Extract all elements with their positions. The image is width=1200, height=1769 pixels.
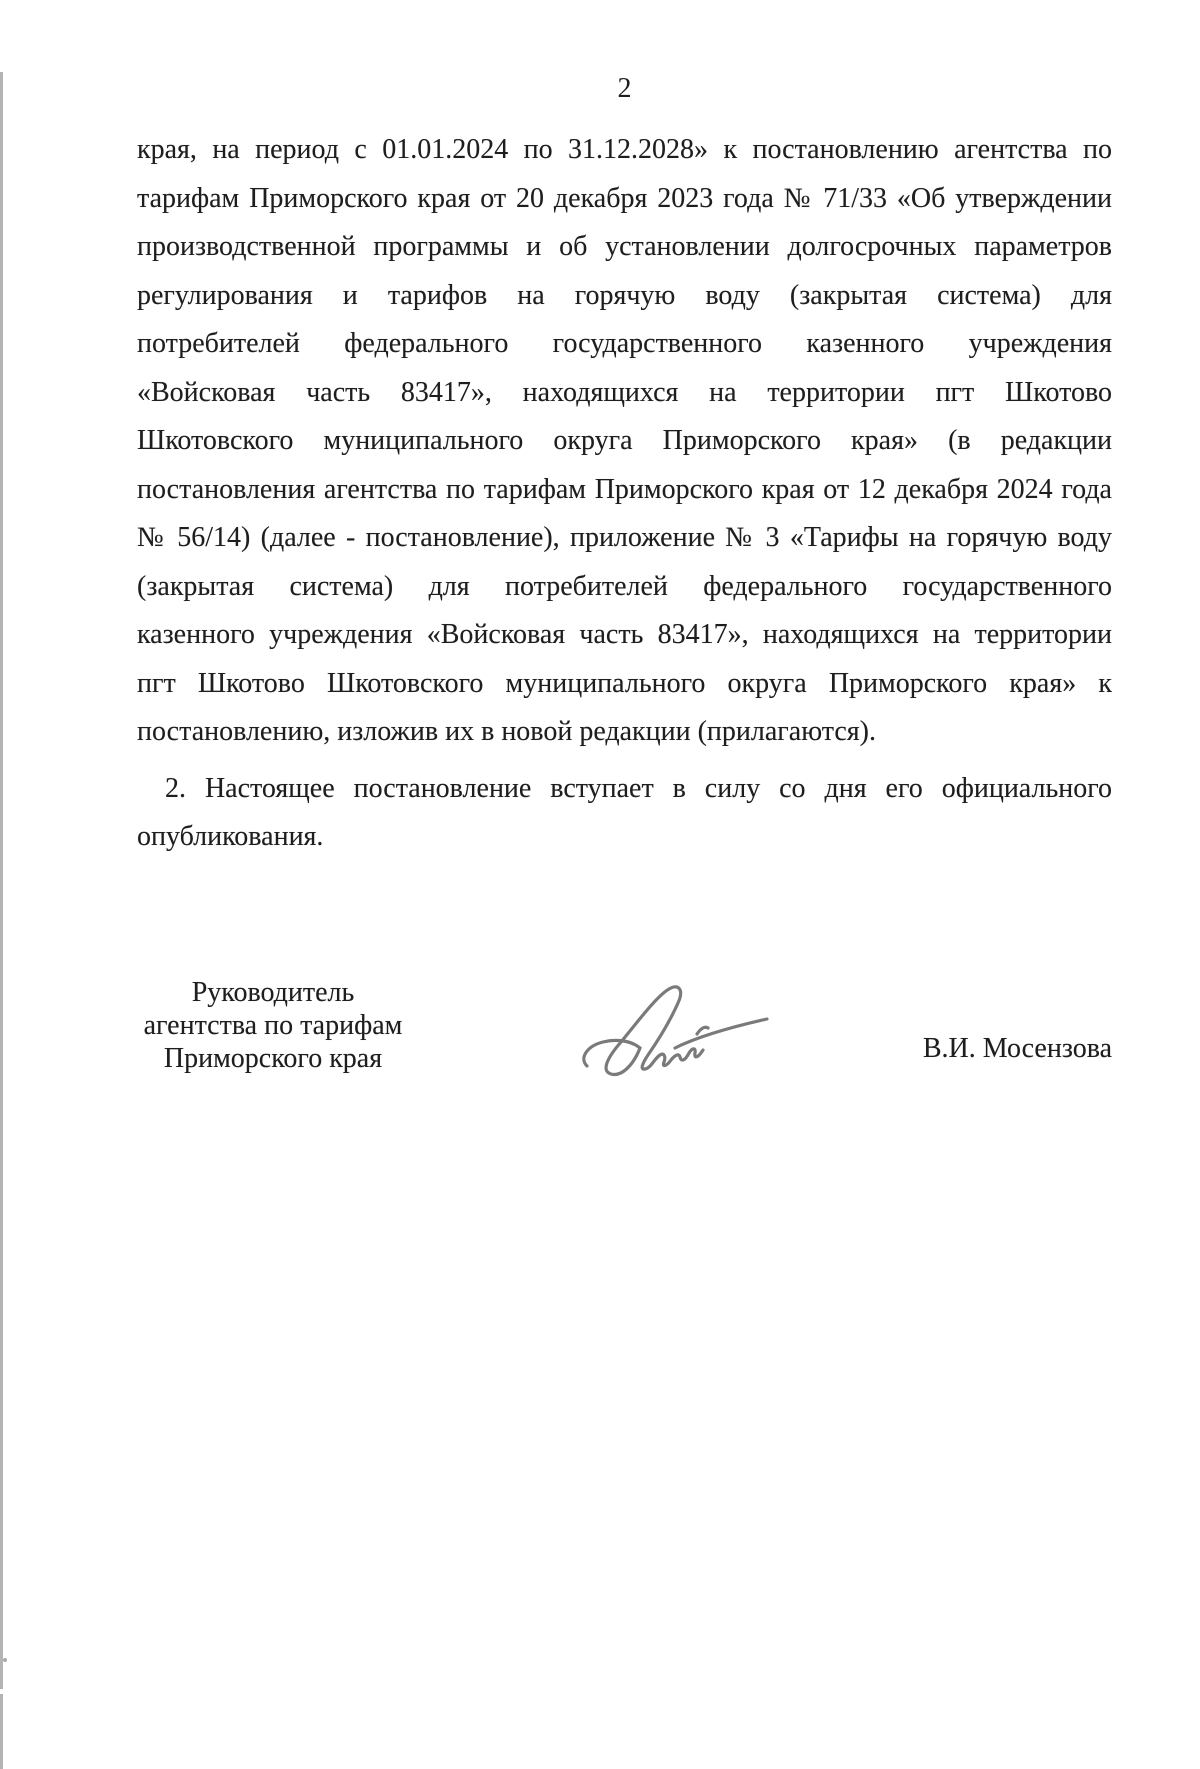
body-line: казенного учреждения «Войсковая часть 83417», находящихся на территории: [137, 619, 1112, 650]
body-line: пгт Шкотово Шкотовского муниципального округа Приморского края» к: [137, 667, 1112, 699]
signatory-title-line: Руководитель: [191, 976, 355, 1008]
body-line: 2. Настоящее постановление вступает в силу со дня его официального: [165, 772, 1112, 804]
handwritten-signature-icon: [577, 984, 772, 1080]
body-line: № 56/14) (далее - постановление), приложение № 3 «Тарифы на горячую воду: [137, 522, 1112, 553]
body-line: производственной программы и об установлении долгосрочных параметров: [137, 231, 1112, 262]
body-line: потребителей федерального государственного казенного учреждения: [137, 328, 1112, 359]
signatory-name: В.И. Мосензова: [922, 1032, 1112, 1064]
page-number: 2: [617, 73, 632, 104]
scan-edge-artifact: [0, 72, 3, 1689]
signature-block: [137, 976, 1112, 1106]
body-line: «Войсковая часть 83417», находящихся на территории пгт Шкотово: [137, 376, 1112, 408]
paragraph-continued: [137, 126, 1112, 757]
body-line: регулирования и тарифов на горячую воду (закрытая система) для: [137, 279, 1112, 311]
body-line: края, на период с 01.01.2024 по 31.12.2028» к постановлению агентства по: [137, 134, 1112, 165]
body-line: Шкотовского муниципального округа Приморского края» (в редакции: [137, 425, 1112, 456]
document-page: [0, 72, 1200, 1769]
signatory-title-line: Приморского края: [163, 1042, 383, 1074]
signatory-title-line: агентства по тарифам: [143, 1009, 403, 1041]
document-body: [137, 126, 1112, 862]
body-line: опубликования.: [137, 821, 324, 852]
paragraph-2: [137, 765, 1112, 862]
body-line: тарифам Приморского края от 20 декабря 2023 года № 71/33 «Об утверждении: [137, 182, 1112, 214]
body-line: постановления агентства по тарифам Приморского края от 12 декабря 2024 года: [137, 473, 1112, 505]
signatory-title: [137, 976, 409, 1075]
scan-speck: [3, 1658, 7, 1662]
body-line: постановлению, изложив их в новой редакции (прилагаются).: [137, 716, 876, 747]
scan-edge-artifact: [0, 1694, 3, 1769]
body-line: (закрытая система) для потребителей федерального государственного: [137, 570, 1112, 602]
